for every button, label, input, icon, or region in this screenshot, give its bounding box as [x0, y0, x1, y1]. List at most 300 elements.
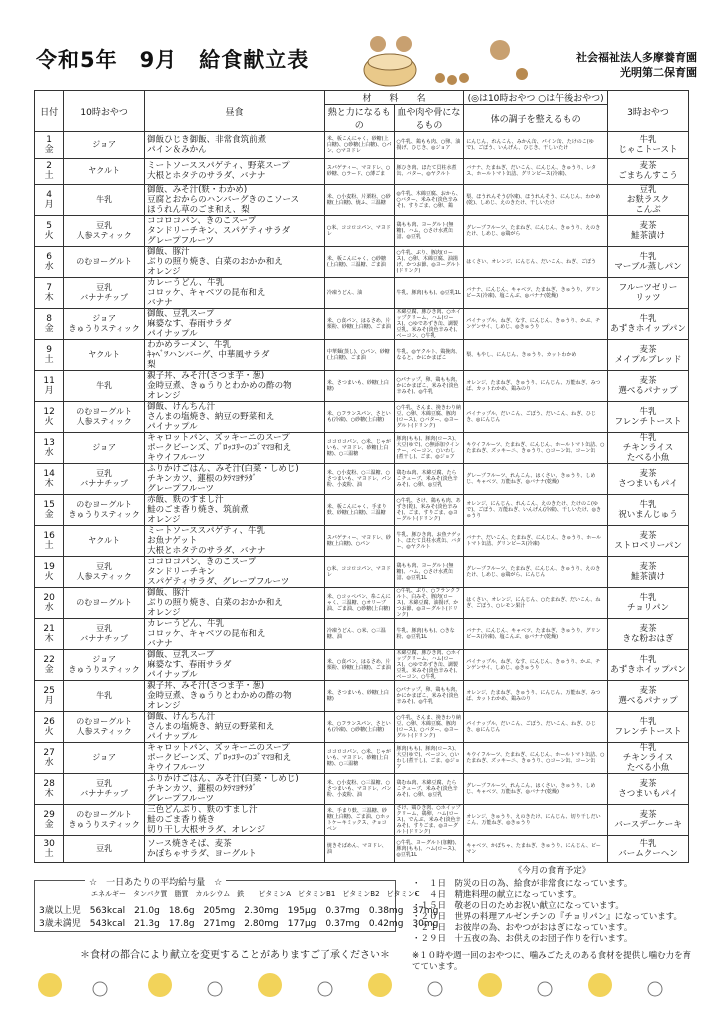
pm-snack-cell-line: 麦茶	[639, 469, 657, 479]
pm-snack-cell-line: 鮭茶漬け	[631, 231, 666, 241]
am-snack-cell	[64, 557, 145, 588]
day-cell	[35, 557, 64, 588]
condition-ingredients-cell	[464, 836, 608, 863]
pm-snack-cell-line: 牛乳	[639, 433, 657, 443]
day-cell-line: 土	[44, 848, 54, 859]
menu-row	[35, 309, 689, 340]
day-cell-line: 金	[44, 820, 54, 830]
energy-ingredients-cell-line: ○米、ココロコパン、マヨドレ	[326, 225, 391, 237]
am-snack-cell-line: きゅうりスティック	[68, 324, 140, 333]
day-cell-line: 9	[46, 345, 52, 355]
am-snack-cell-line: 牛乳	[96, 381, 113, 390]
lunch-cell-line: 御飯、豆乳スープ	[147, 650, 215, 660]
condition-ingredients-cell-line: グレープフルーツ、たまねぎ、にんじん、きゅうり、えのきたけ、しめじ、◎鶏がら	[466, 225, 601, 237]
day-cell	[35, 805, 64, 836]
body-ingredients-cell-line: 牛乳、◎ヤクルト、鶏挽肉、なると、かにかまぼこ	[396, 349, 461, 361]
pm-snack-cell-line: マーブル蒸しパン	[614, 262, 682, 272]
am-snack-cell-line: ジョア	[92, 443, 117, 452]
lunch-cell-line: 豆腐とおからのハンバーグきのこソース	[147, 195, 300, 205]
day-cell	[35, 650, 64, 681]
energy-ingredients-cell	[324, 526, 394, 557]
event-item: ・２９日 十五夜の為、お供えのお団子作りを行います。	[412, 934, 633, 944]
am-snack-cell-line: きゅうりスティック	[68, 510, 140, 519]
day-cell-line: 火	[44, 572, 54, 582]
pm-snack-cell-line: お麩ラスク	[626, 195, 670, 205]
body-ingredients-cell	[394, 216, 464, 247]
day-cell-line: 水	[44, 262, 54, 272]
menu-row	[35, 588, 689, 619]
am-snack-cell-line: ジョア	[92, 314, 117, 323]
lunch-cell-line: 切り干し大根サラダ、オレンジ	[147, 825, 266, 835]
pm-snack-cell	[608, 588, 689, 619]
am-snack-cell	[64, 681, 145, 712]
pm-snack-cell	[608, 557, 689, 588]
condition-ingredients-cell	[464, 433, 608, 464]
pm-snack-cell	[608, 464, 689, 495]
am-snack-cell-line: きゅうりスティック	[68, 820, 140, 829]
day-cell-line: 14	[43, 469, 55, 479]
lunch-cell-line: お魚ナゲット	[147, 536, 198, 546]
day-cell-line: 水	[44, 758, 54, 768]
am-snack-cell-line: のむヨーグルト	[76, 810, 133, 819]
am-snack-cell-line: 豆乳	[96, 221, 113, 230]
decoration-illustration	[350, 30, 550, 88]
body-ingredients-cell	[394, 185, 464, 216]
condition-ingredients-cell-line: はくさい、オレンジ、にんじん、だいこん、ねぎ、ごぼう	[466, 259, 596, 265]
lunch-cell	[145, 805, 325, 836]
pm-snack-cell	[608, 433, 689, 464]
pm-snack-cell-line: 牛乳	[639, 407, 657, 417]
pm-snack-cell-line: フレンチトースト	[614, 727, 682, 737]
am-snack-cell-line: 豆乳	[96, 469, 113, 478]
energy-ingredients-cell	[324, 309, 394, 340]
lunch-cell-line: オレンジ	[147, 608, 181, 618]
condition-ingredients-cell-line: 梨、ほうれんそう(冷凍)、ほうれんそう、にんじん、わかめ(乾)、しめじ、えのきたけ、干しいたけ	[466, 194, 601, 206]
am-snack-cell-line: 人参スティック	[76, 231, 132, 240]
day-cell	[35, 681, 64, 712]
lunch-cell	[145, 433, 325, 464]
lunch-cell-line: 親子丼、みそ汁(さつま芋・葱)	[147, 681, 265, 691]
lunch-cell-line: キウイフルーツ	[147, 763, 206, 773]
day-cell-line: 土	[44, 171, 54, 182]
condition-ingredients-cell	[464, 309, 608, 340]
am-snack-cell	[64, 712, 145, 743]
menu-row	[35, 216, 689, 247]
body-ingredients-cell-line: 鶏もも肉、ヨーグルト(無糖)、ハム、○さけ水煮缶詰、◎豆乳	[396, 222, 454, 240]
lunch-cell-line: キウイフルーツ	[147, 453, 206, 463]
energy-ingredients-cell-line: 米、板こんにゃく、砂糖(上白糖)、○砂糖(上白糖)、○パン、○マヨドレ	[326, 135, 392, 154]
lunch-cell-line: 御飯、みそ汁(麩・わかめ)	[147, 185, 248, 195]
org-line-1: 社会福祉法人多摩養育園	[576, 51, 697, 64]
lunch-cell-line: グレープフルーツ	[147, 794, 214, 804]
menu-row	[35, 774, 689, 805]
am-snack-cell-line: 人参スティック	[76, 417, 132, 426]
am-snack-cell	[64, 132, 145, 159]
energy-ingredients-cell-line: 米、○フランスパン、さといも(冷凍)、○砂糖(上白糖)	[326, 411, 391, 423]
lunch-cell-line: パイナップル	[147, 422, 198, 432]
lunch-cell	[145, 774, 325, 805]
energy-ingredients-cell	[324, 158, 394, 185]
day-cell	[35, 526, 64, 557]
energy-ingredients-cell-line: 米、さつまいも、砂糖(上白糖)	[326, 380, 389, 392]
pm-snack-cell-line: チョリパン	[627, 603, 670, 613]
condition-ingredients-cell	[464, 774, 608, 805]
lunch-cell-line: 大根とホタテのサラダ、バナナ	[147, 171, 266, 182]
body-ingredients-cell	[394, 588, 464, 619]
am-snack-cell	[64, 619, 145, 650]
energy-ingredients-cell	[324, 495, 394, 526]
day-cell-line: 6	[46, 252, 52, 262]
energy-ingredients-cell-line: 米、○小麦粉、○三温糖、○さつまいも、マヨドレ、パン粉、小麦粉、油	[326, 470, 392, 488]
lunch-cell-line: ぶりの照り焼き、白菜のおかか和え	[147, 257, 283, 267]
pm-snack-cell	[608, 132, 689, 159]
pm-snack-cell-line: 麦茶	[639, 345, 657, 355]
pm-snack-cell-line: リッツ	[635, 293, 661, 303]
pm-snack-cell	[608, 158, 689, 185]
lunch-cell-line: コロッケ、キャベツの昆布和え	[147, 288, 266, 298]
energy-ingredients-cell	[324, 371, 394, 402]
day-cell-line: 金	[44, 510, 54, 520]
body-ingredients-cell-line: 豚肉(もも)、豚肉(ロース)、大豆(ゆで)、○無添加ウインナー、ベーコン、○いわし(煮干し)、ごま、◎ジョア	[396, 436, 460, 460]
energy-ingredients-cell	[324, 836, 394, 863]
body-ingredients-cell	[394, 158, 464, 185]
lunch-cell	[145, 340, 325, 371]
am-snack-cell-line: 豆乳	[96, 283, 113, 292]
pm-snack-cell	[608, 712, 689, 743]
lunch-cell-line: ぶりの照り焼き、白菜のおかか和え	[147, 598, 283, 608]
body-ingredients-cell-line: ○牛乳、さんま、挽きわり納豆、○卵、木綿豆腐、豚肉(ロース)、○バター、◎ヨーグルト(ドリンク)	[396, 715, 461, 739]
body-ingredients-cell-line: ○牛乳、さけ、鶏もも肉、あずき(乾)、米みそ(淡色辛みそ)、ごま、すりごま、◎ヨーグルト(ドリンク)	[396, 498, 461, 522]
lunch-cell-line: 梨	[147, 360, 156, 370]
pm-snack-cell-line: 牛乳	[639, 134, 657, 145]
condition-ingredients-cell	[464, 650, 608, 681]
body-ingredients-cell	[394, 836, 464, 863]
lunch-cell-line: 御飯、豆乳スープ	[147, 309, 215, 319]
am-snack-cell	[64, 805, 145, 836]
lunch-cell-line: 御飯、けんちん汁	[147, 402, 216, 412]
pm-snack-cell-line: 選べるパナップ	[618, 386, 678, 396]
am-snack-cell-line: バナナチップ	[80, 479, 129, 488]
day-cell-line: 金	[44, 324, 54, 334]
am-snack-cell-line: きゅうりスティック	[68, 665, 140, 674]
day-cell	[35, 464, 64, 495]
condition-ingredients-cell-line: パイナップル、だいこん、ごぼう、だいこん、ねぎ、ひじき、◎にんじん	[466, 721, 596, 733]
condition-ingredients-cell	[464, 371, 608, 402]
pm-snack-cell-line: 麦茶	[639, 810, 657, 820]
energy-ingredients-cell	[324, 402, 394, 433]
event-item: ・１５日 敬老の日のためお祝い献立になっています。	[412, 901, 624, 911]
lunch-cell	[145, 650, 325, 681]
menu-table	[34, 90, 689, 863]
food-education-schedule	[412, 866, 692, 973]
lunch-cell-line: 御飯、豚汁	[147, 247, 190, 257]
pm-snack-cell	[608, 619, 689, 650]
condition-ingredients-cell	[464, 743, 608, 774]
pm-snack-cell	[608, 247, 689, 278]
am-snack-cell-line: 牛乳	[96, 195, 113, 204]
energy-ingredients-cell	[324, 805, 394, 836]
lunch-cell-line: 御飯、けんちん汁	[147, 712, 216, 722]
lunch-cell-line: チキンカツ、蓮根のﾀﾗﾏﾖｻﾗﾀﾞ	[147, 784, 257, 794]
day-cell-line: 金	[44, 144, 54, 155]
condition-ingredients-cell	[464, 619, 608, 650]
energy-ingredients-cell-line: 米、○フランスパン、さといも(冷凍)、○砂糖(上白糖)	[326, 721, 391, 733]
am-snack-cell	[64, 278, 145, 309]
body-ingredients-cell-line: 鶏もも肉、ヨーグルト(無糖)、ハム、○さけ水煮缶詰、◎豆乳1L	[396, 563, 454, 581]
header-am-snack: 10時おやつ	[64, 91, 145, 132]
body-ingredients-cell	[394, 340, 464, 371]
condition-ingredients-cell-line: バナナ、たまねぎ、だいこん、にんじん、きゅうり、レタス、ホールトマト缶詰、グリンピース(冷凍)、	[466, 165, 597, 178]
condition-ingredients-cell-line: バナナ、にんじん、キャベツ、たまねぎ、きゅうり、グリンピース(冷凍)、塩こんぶ、◎バナナ(乾燥)	[466, 287, 601, 299]
lunch-cell-line: ココロコパン、きのこスープ	[147, 216, 257, 226]
lunch-cell-line: チキンカツ、蓮根のﾀﾗﾏﾖｻﾗﾀﾞ	[147, 474, 257, 484]
body-ingredients-cell-line: ○牛乳、ぶり、○フランクフルト、白みそ、豚肉(ロース)、木綿豆腐、油揚げ、かつお節、◎ヨーグルト(ドリンク)	[396, 588, 461, 618]
day-cell-line: 土	[44, 541, 54, 551]
lunch-cell-line: 金時豆煮、きゅうりとわかめの酢の物	[147, 691, 292, 701]
nutrition-row-under3: 3歳未満児 543kcal 21.3g 17.8g 271mg 2.80mg 177μg 0.37mg 0.42mg 30mg	[39, 919, 439, 929]
day-cell	[35, 216, 64, 247]
body-ingredients-cell	[394, 774, 464, 805]
menu-row	[35, 402, 689, 433]
pm-snack-cell	[608, 836, 689, 863]
body-ingredients-cell	[394, 464, 464, 495]
am-snack-cell-line: 牛乳	[96, 691, 113, 700]
am-snack-cell-line: 豆乳	[96, 779, 113, 788]
pm-snack-cell-line: ストロベリーパン	[614, 541, 682, 551]
body-ingredients-cell	[394, 526, 464, 557]
day-cell	[35, 132, 64, 159]
body-ingredients-cell	[394, 247, 464, 278]
am-snack-cell-line: ジョア	[92, 139, 117, 149]
day-cell-line: 19	[43, 562, 55, 572]
am-snack-cell	[64, 526, 145, 557]
body-ingredients-cell	[394, 433, 464, 464]
pm-snack-cell-line: たべる小魚	[626, 763, 670, 773]
menu-row	[35, 557, 689, 588]
energy-ingredients-cell-line: 米、○コッペパン、糸こんにゃく、三温糖、○オリーブ油、ごま油、○砂糖(上白糖)	[326, 594, 391, 612]
energy-ingredients-cell	[324, 278, 394, 309]
pm-snack-cell-line: さつまいもパイ	[618, 789, 678, 799]
condition-ingredients-cell	[464, 712, 608, 743]
pm-snack-cell-line: 牛乳	[639, 743, 657, 753]
day-cell-line: 7	[46, 283, 52, 293]
body-ingredients-cell-line: ○牛乳、鶏もも肉、○卵、油揚げ、ひじき、◎ジョア	[396, 138, 461, 151]
day-cell-line: 27	[43, 748, 55, 758]
day-cell	[35, 402, 64, 433]
body-ingredients-cell-line: 鶏むね肉、木綿豆腐、たらこチューブ、米みそ(淡色辛みそ)、○卵、◎豆乳	[396, 780, 458, 798]
lunch-cell-line: オレンジ	[147, 515, 181, 525]
am-snack-cell	[64, 371, 145, 402]
day-cell-line: 26	[43, 717, 55, 727]
lunch-cell	[145, 526, 325, 557]
lunch-cell-line: パイン＆みかん	[147, 144, 207, 155]
day-cell-line: 木	[44, 634, 54, 644]
lunch-cell	[145, 743, 325, 774]
condition-ingredients-cell-line: グレープフルーツ、れんこん、はくさい、きゅうり、しめじ、キャベツ、万能ねぎ、◎バナナ(乾燥)	[466, 473, 596, 485]
condition-ingredients-cell-line: パイナップル、ねぎ、なす、にんじん、きゅうり、かぶ、チンゲンサイ、しめじ、◎きゅうり	[466, 318, 601, 330]
energy-ingredients-cell	[324, 650, 394, 681]
lunch-cell-line: グレープフルーツ	[147, 236, 214, 246]
header-body: 血や肉や骨になるもの	[394, 105, 464, 132]
body-ingredients-cell-line: 牛乳、豚肉(もも)、◎豆乳1L	[396, 290, 461, 296]
lunch-cell-line: 鮭のごま香り焼き	[147, 815, 216, 825]
body-ingredients-cell-line: 木綿豆腐、豚ひき肉、○ホイップクリーム、ハム(ロース)、○ゆであずき缶、調製豆乳、米みそ(淡色辛みそ)、ベーコン、○牛乳	[396, 309, 461, 339]
energy-ingredients-cell-line: 米、板こんにゃく、手まり麩、砂糖(上白糖)、三温糖	[326, 504, 387, 516]
am-snack-cell	[64, 836, 145, 863]
lunch-cell-line: 三色どんぶり、麩のすまし汁	[147, 805, 258, 815]
lunch-cell-line: かぼちゃサラダ、ヨーグルト	[147, 848, 257, 859]
energy-ingredients-cell-line: 焼きそばめん、マヨドレ、油	[326, 842, 387, 855]
condition-ingredients-cell-line: グレープフルーツ、たまねぎ、にんじん、きゅうり、えのきたけ、しめじ、◎鶏がら、にんじん	[466, 566, 601, 578]
energy-ingredients-cell-line: 米、○食パン、はるさめ、片栗粉、砂糖(上白糖)、ごま油	[326, 318, 391, 330]
pm-snack-cell	[608, 805, 689, 836]
am-snack-cell	[64, 247, 145, 278]
header-lunch: 昼食	[145, 91, 325, 132]
body-ingredients-cell	[394, 132, 464, 159]
condition-ingredients-cell	[464, 185, 608, 216]
pm-snack-cell	[608, 216, 689, 247]
condition-ingredients-cell-line: キャベツ、かぼちゃ、たまねぎ、きゅうり、にんじん、ピーマン	[466, 842, 601, 855]
am-snack-cell-line: 豆乳	[96, 562, 113, 571]
energy-ingredients-cell	[324, 216, 394, 247]
day-cell-line: 29	[43, 810, 55, 820]
lunch-cell	[145, 371, 325, 402]
menu-row	[35, 433, 689, 464]
am-snack-cell	[64, 464, 145, 495]
energy-ingredients-cell-line: スパゲティー、マヨドレ、砂糖(上白糖)、○パン	[326, 535, 391, 547]
day-cell	[35, 495, 64, 526]
condition-ingredients-cell	[464, 247, 608, 278]
event-item: ・２１日 お彼岸の為、おやつがおはぎになっています。	[412, 923, 633, 933]
lunch-cell-line: タンドリーチキン、スパゲティサラダ	[147, 226, 291, 236]
day-cell-line: 8	[46, 314, 52, 324]
lunch-cell-line: ミートソーススパゲティ、野菜スープ	[147, 161, 290, 172]
pm-snack-cell-line: 麦茶	[639, 221, 657, 231]
body-ingredients-cell	[394, 402, 464, 433]
menu-row	[35, 278, 689, 309]
menu-row	[35, 340, 689, 371]
pm-snack-cell-line: さつまいもパイ	[618, 479, 678, 489]
lunch-cell-line: ふりかけごはん、みそ汁(白菜・しめじ)	[147, 464, 299, 474]
am-snack-cell-line: ヤクルト	[88, 536, 121, 545]
lunch-cell-line: パイナップル	[147, 670, 198, 680]
day-cell-line: 木	[44, 479, 54, 489]
lunch-cell	[145, 619, 325, 650]
pm-snack-cell	[608, 650, 689, 681]
energy-ingredients-cell	[324, 712, 394, 743]
menu-row	[35, 185, 689, 216]
event-item: ・ １日 防災の日の為、給食が非常食になっています。	[412, 879, 633, 889]
condition-ingredients-cell	[464, 588, 608, 619]
day-cell-line: 火	[44, 417, 54, 427]
condition-ingredients-cell	[464, 681, 608, 712]
am-snack-cell	[64, 402, 145, 433]
menu-row	[35, 132, 689, 159]
lunch-cell-line: 麻婆なす、春雨サラダ	[147, 319, 232, 329]
menu-row	[35, 371, 689, 402]
day-cell-line: 木	[44, 293, 54, 303]
header-energy: 熱と力になるもの	[324, 105, 394, 132]
condition-ingredients-cell	[464, 132, 608, 159]
am-snack-cell-line: のむヨーグルト	[76, 257, 133, 266]
body-ingredients-cell	[394, 557, 464, 588]
body-ingredients-cell-line: さけ、鶏ひき肉、○ホイップクリーム、鶏卵、ハム(ロース)、でんぶ、米みそ(淡色辛みそ)、すりごま、◎ヨーグルト(ドリンク)	[396, 805, 461, 835]
menu-row	[35, 805, 689, 836]
pm-snack-cell	[608, 495, 689, 526]
lunch-cell-line: カレーうどん、牛乳	[147, 278, 225, 288]
lunch-cell-line: 鮭のごま香り焼き、筑前煮	[147, 505, 249, 515]
condition-ingredients-cell	[464, 464, 608, 495]
lunch-cell	[145, 132, 325, 159]
nutrition-row-over3: 3歳以上児 563kcal 21.0g 18.6g 205mg 2.30mg 195μg 0.37mg 0.38mg 37mg	[39, 906, 439, 916]
pm-snack-cell-line: 麦茶	[639, 686, 657, 696]
menu-row	[35, 681, 689, 712]
lunch-cell-line: わかめラーメン、牛乳	[147, 340, 231, 350]
lunch-cell	[145, 216, 325, 247]
pm-snack-cell-line: たべる小魚	[626, 453, 670, 463]
body-ingredients-cell-line: ○パナップ、卵、鶏もも肉、かにかまぼこ、米みそ(淡色辛みそ)、◎牛乳	[396, 377, 461, 395]
lunch-cell	[145, 309, 325, 340]
am-snack-cell-line: ヤクルト	[88, 166, 121, 176]
am-snack-cell-line: 豆乳	[96, 843, 113, 853]
day-cell-line: 木	[44, 789, 54, 799]
events-title: 《今月の食育予定》	[513, 866, 591, 876]
header-condition: 体の調子を整えるもの	[464, 105, 608, 132]
day-cell-line: 1	[46, 134, 52, 145]
energy-ingredients-cell-line: 冷凍うどん、油	[326, 290, 363, 296]
pm-snack-cell-line: あずきホイップパン	[610, 324, 686, 334]
energy-ingredients-cell	[324, 185, 394, 216]
am-snack-cell	[64, 650, 145, 681]
lunch-cell-line: オレンジ	[147, 267, 181, 277]
lunch-cell-line: ココロコパン、きのこスープ	[147, 557, 257, 567]
lunch-cell-line: キャロットパン、ズッキーニのスープ	[147, 433, 290, 443]
condition-ingredients-cell-line: バナナ、だいこん、たまねぎ、にんじん、きゅうり、ホールトマト缶詰、グリンピース(冷凍)	[466, 535, 602, 547]
energy-ingredients-cell	[324, 743, 394, 774]
menu-row	[35, 526, 689, 557]
condition-ingredients-cell-line: オレンジ、たまねぎ、きゅうり、にんじん、万能ねぎ、みつば、カットわかめ、鶏みのり	[466, 380, 601, 392]
lunch-cell-line: 御飯ひじき御飯、非常食筑前煮	[147, 134, 267, 145]
body-ingredients-cell-line: 牛乳、豚肉(もも)、○きな粉、◎豆乳1L	[396, 628, 455, 640]
lunch-cell-line: ポークビーンズ、ﾌﾞﾛｯｺﾘｰのｺﾞﾏﾏﾖ和え	[147, 443, 292, 453]
am-snack-cell-line: バナナチップ	[80, 634, 129, 643]
am-snack-cell	[64, 743, 145, 774]
day-cell	[35, 836, 64, 863]
lunch-cell	[145, 247, 325, 278]
energy-ingredients-cell	[324, 557, 394, 588]
am-snack-cell	[64, 185, 145, 216]
day-cell	[35, 340, 64, 371]
body-ingredients-cell	[394, 495, 464, 526]
condition-ingredients-cell-line: キウイフルーツ、たまねぎ、にんじん、ホールトマト缶詰、○たまねぎ、ズッキーニ、きゅうり、○コーン缶、コーン缶	[466, 752, 605, 764]
energy-ingredients-cell-line: 米、○食パン、はるさめ、片栗粉、砂糖(上白糖)、ごま油	[326, 659, 391, 671]
day-cell-line: 水	[44, 603, 54, 613]
nutrition-box	[34, 878, 439, 932]
lunch-cell-line: 大根とホタテのサラダ、バナナ	[147, 546, 266, 556]
day-cell	[35, 158, 64, 185]
body-ingredients-cell-line: 牛乳、豚ひき肉、お魚ナゲット、ほたて貝柱水煮缶、バター、◎ヤクルト	[396, 532, 462, 550]
am-snack-cell	[64, 774, 145, 805]
menu-row	[35, 247, 689, 278]
day-cell	[35, 309, 64, 340]
energy-ingredients-cell	[324, 464, 394, 495]
pm-snack-cell-line: こんぶ	[635, 205, 661, 215]
day-cell-line: 水	[44, 448, 54, 458]
am-snack-cell	[64, 588, 145, 619]
pm-snack-cell-line: 選べるパナップ	[618, 696, 678, 706]
pm-snack-cell-line: バームクーヘン	[618, 848, 678, 859]
header-day: 日付	[35, 91, 64, 132]
